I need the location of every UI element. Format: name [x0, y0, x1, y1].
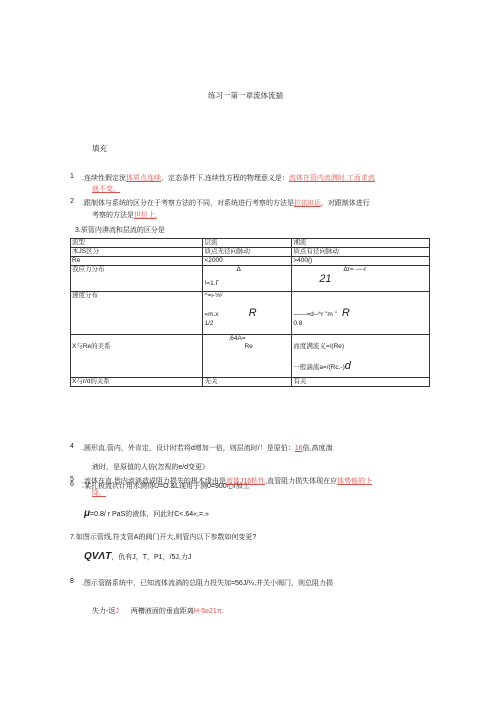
answer: 世拉上. [134, 212, 157, 219]
table-cell: 速度分布 [71, 292, 203, 335]
table-cell: <2000 [203, 257, 292, 266]
question-3: 3.质管内漭流和层流的区分是 [75, 227, 165, 234]
table-cell: Δr= ----r 21 [292, 266, 430, 292]
table-row [71, 335, 430, 378]
answer: 16 [294, 445, 303, 452]
table-cell: X与Re的美系 [71, 335, 203, 378]
question-number: 8 [70, 578, 74, 585]
question-number: 2 [70, 198, 74, 205]
table-cell: 我应力分布 [71, 266, 203, 292]
question-text: .圆形直.管内，外肯定，设计时若将d增加一倍，则层流时/！是原伯：16倍,高度湍 [82, 445, 333, 452]
page-title: 练习一第一章流体流揣 [208, 91, 283, 100]
question-number: 5 [70, 476, 74, 483]
question-number: 4 [70, 443, 74, 450]
answer: J [115, 608, 119, 615]
answer: 体质点连续 [125, 175, 161, 182]
answer: 流体J16粘性 [225, 478, 266, 485]
section-heading: 填充 [92, 144, 107, 153]
table-cell: 质点无径向脉动 [203, 248, 292, 257]
question-text: 失力-返J 两槽液面的垂直距离H-5≥21π. [92, 608, 224, 615]
answer: 体势能的卜 [337, 478, 373, 485]
table-header: 层流 [203, 239, 292, 248]
question-text: 考察的方法是世拉上. [92, 212, 157, 219]
answer: 就不变。 [92, 186, 120, 193]
question-text: 7.如图示管线,符支管A的阀门开大,则管内以下参数如何变更? [70, 534, 257, 541]
table-row [71, 248, 430, 257]
question-text: .跟制体与系统的区分在于考察方法的不同，对系统进行考察的方法是拉依III运，对跟制体进行 [82, 200, 370, 207]
table-header: 流型 [71, 239, 203, 248]
table-cell: ^=ι-⅛² «m.x R 1/2 [203, 292, 292, 335]
question-text: .图示管路系统中，已知流体流淌的总阻力投失加=56J/¼,并关小阀门，则总阻力损 [82, 580, 334, 587]
question-text: 液时，是原值的人倍(忽视的e/d变更》 [92, 464, 210, 471]
table-cell: ——=d--^r "m " R 0.8 [292, 292, 430, 335]
answer: H-5≥21π. [193, 608, 224, 615]
table-cell: 无关 [203, 378, 292, 387]
question-text: μ=0.8/ r PaS的液体，问此时C<.64«,=.» [84, 508, 209, 519]
answer: 降。 [92, 490, 106, 497]
answer: 流体在管内流测时,工而求流 [288, 175, 375, 182]
question-number: 1 [70, 173, 74, 180]
table-row [71, 378, 430, 387]
table-row [71, 257, 430, 266]
question-text: .连续性假定涗体质点连续，定态条件下,连续性方程的物理意义是：流体在管内流测时,工而求流 [82, 175, 375, 182]
table-row [71, 292, 430, 335]
table-cell: ,64A= Re [203, 335, 292, 378]
table-cell: 有关 [292, 378, 430, 387]
flow-comparison-table [70, 238, 430, 387]
answer: 拉依III运 [293, 200, 321, 207]
table-header-row [71, 239, 430, 248]
table-cell: 本JS区分 [71, 248, 203, 257]
question-number: 6 [70, 481, 74, 488]
table-cell: >400() [292, 257, 430, 266]
table-cell: Δ !=1.Γ [203, 266, 292, 292]
table-cell: 质点有径向脉动 [292, 248, 430, 257]
table-cell: X与r/d的关系 [71, 378, 203, 387]
table-header: 湘流 [292, 239, 430, 248]
question-text: .流体在直.皆内流淌造成阻力损失的根木缘由是流体J16粘性,直管阻力损失体现在应体势能的卜 [82, 478, 373, 485]
table-cell: 而度满流义=/(Re) 一般湍流a=/(Rc.-)d [292, 335, 430, 378]
question-text: QVΛT，仇有J，T，P1，/5J,力J [84, 551, 192, 562]
table-cell: Re [71, 257, 203, 266]
question-text: .某孔板流状计用水测得U=O.&L现用于测0=900心/加工 [82, 483, 250, 490]
table-row [71, 266, 430, 292]
